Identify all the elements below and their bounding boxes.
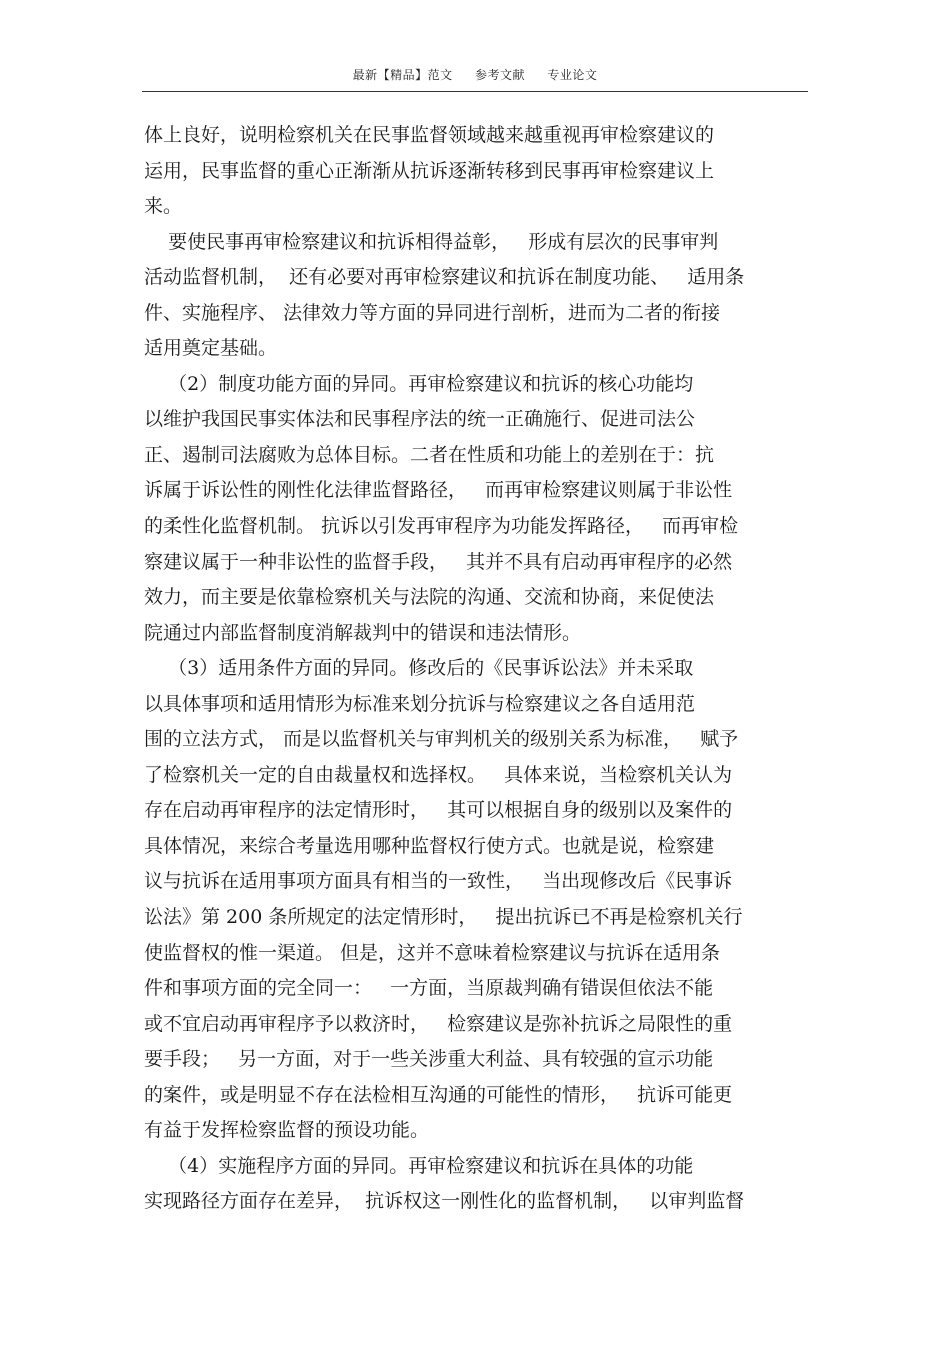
text-line: 察建议属于一种非讼性的监督手段， 其并不具有启动再审程序的必然 (144, 550, 733, 573)
text-line: 诉属于诉讼性的刚性化法律监督路径， 而再审检察建议则属于非讼性 (144, 479, 733, 502)
text-line: 件、实施程序、 法律效力等方面的异同进行剖析，进而为二者的衔接 (144, 301, 721, 324)
text-line: 效力，而主要是依靠检察机关与法院的沟通、交流和协商，来促使法 (144, 586, 715, 609)
text-line: 适用奠定基础。 (144, 337, 278, 360)
page-header (142, 66, 808, 83)
text-line: 了检察机关一定的自由裁量权和选择权。 具体来说，当检察机关认为 (144, 763, 733, 786)
text-line: 要手段； 另一方面，对于一些关涉重大利益、具有较强的宣示功能 (144, 1048, 714, 1071)
document-body (144, 118, 808, 1220)
text-line: 体上良好，说明检察机关在民事监督领域越来越重视再审检察建议的 (144, 124, 715, 146)
text-line: 院通过内部监督制度消解裁判中的错误和违法情形。 (144, 621, 582, 644)
text-line: （4）实施程序方面的异同。再审检察建议和抗诉在具体的功能 (144, 1154, 694, 1177)
text-line: 或不宜启动再审程序予以救济时， 检察建议是弥补抗诉之局限性的重 (144, 1012, 733, 1035)
text-line: 议与抗诉在适用事项方面具有相当的一致性， 当出现修改后《民事诉 (144, 870, 733, 893)
text-line: 存在启动再审程序的法定情形时， 其可以根据自身的级别以及案件的 (144, 799, 733, 822)
text-line: 来。 (144, 195, 183, 218)
text-line: 正、遏制司法腐败为总体目标。二者在性质和功能上的差别在于：抗 (144, 443, 715, 466)
text-line: 要使民事再审检察建议和抗诉相得益彰， 形成有层次的民事审判 (144, 230, 719, 253)
header-rule (142, 91, 808, 92)
text-line: 实现路径方面存在差异， 抗诉权这一刚性化的监督机制， 以审判监督 (144, 1190, 745, 1213)
text-line: 围的立法方式， 而是以监督机关与审判机关的级别关系为标准， 赋予 (144, 728, 739, 751)
text-line: 的案件，或是明显不存在法检相互沟通的可能性的情形， 抗诉可能更 (144, 1083, 733, 1106)
text-line: 具体情况，来综合考量选用哪种监督权行使方式。也就是说，检察建 (144, 834, 715, 857)
text-line: 讼法》第 200 条所规定的法定情形时， 提出抗诉已不再是检察机关行 (144, 906, 743, 929)
text-line: 件和事项方面的完全同一： 一方面，当原裁判确有错误但依法不能 (144, 977, 714, 1000)
header-item-papers: 专业论文 (547, 68, 598, 82)
text-line: （2）制度功能方面的异同。再审检察建议和抗诉的核心功能均 (144, 372, 694, 395)
text-line: 以具体事项和适用情形为标准来划分抗诉与检察建议之各自适用范 (144, 692, 696, 715)
text-line: （3）适用条件方面的异同。修改后的《民事诉讼法》并未采取 (144, 657, 694, 680)
text-line: 活动监督机制， 还有必要对再审检察建议和抗诉在制度功能、 适用条 (144, 266, 745, 289)
header-item-fanwen: 最新【精品】范文 (352, 68, 453, 82)
text-line: 有益于发挥检察监督的预设功能。 (144, 1119, 430, 1142)
text-line: 的柔性化监督机制。 抗诉以引发再审程序为功能发挥路径， 而再审检 (144, 515, 739, 538)
header-item-references: 参考文献 (474, 68, 525, 82)
text-line: 以维护我国民事实体法和民事程序法的统一正确施行、促进司法公 (144, 408, 696, 431)
text-line: 运用，民事监督的重心正渐渐从抗诉逐渐转移到民事再审检察建议上 (144, 159, 715, 182)
text-line: 使监督权的惟一渠道。 但是，这并不意味着检察建议与抗诉在适用条 (144, 941, 721, 964)
